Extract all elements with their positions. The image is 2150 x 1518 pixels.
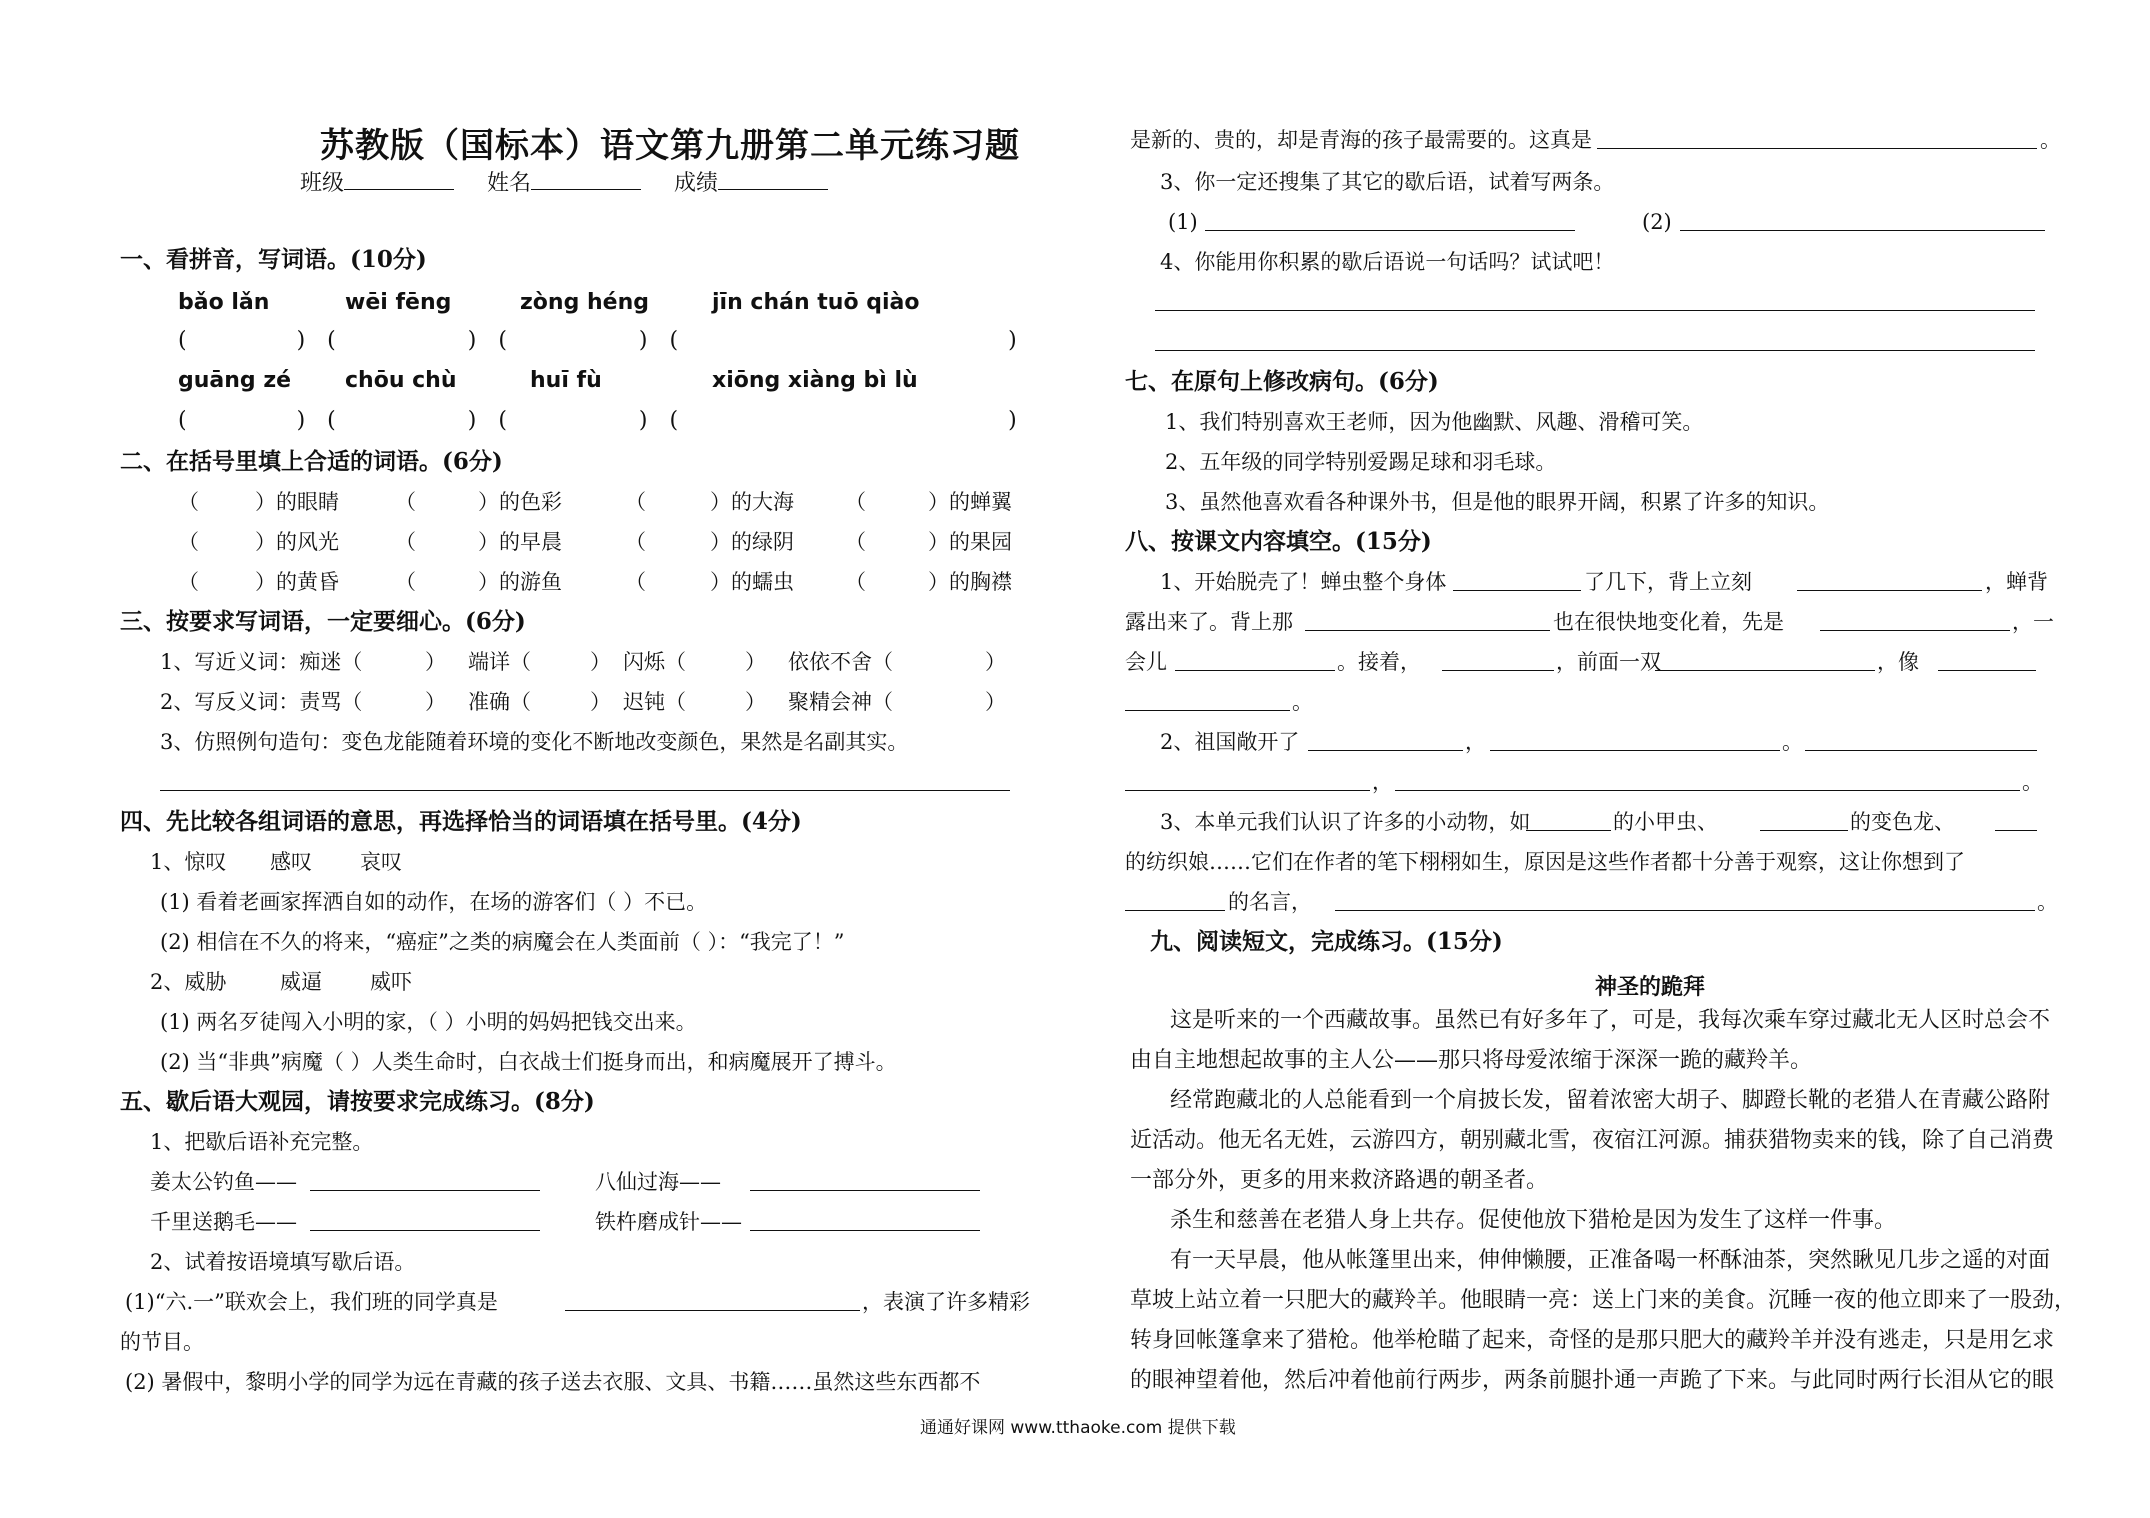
answer-line[interactable] <box>1597 148 2037 149</box>
word-choice: 威吓 <box>370 970 412 994</box>
pinyin-item: wēi fēng <box>345 290 452 315</box>
question-line: (2) 当“非典”病魔（ ）人类生命时，白衣战士们挺身而出，和病魔展开了搏斗。 <box>160 1050 897 1074</box>
text-fragment: 露出来了。背上那 <box>1125 610 1293 634</box>
answer-line[interactable] <box>1995 830 2037 831</box>
student-info-line <box>300 166 854 197</box>
fill-item[interactable]: ）的风光 <box>255 530 339 554</box>
text-fragment: ，像 <box>1877 650 1919 674</box>
answer-line[interactable] <box>1680 230 2045 231</box>
synonym-item: 闪烁（ <box>623 650 686 674</box>
name-field[interactable] <box>531 171 641 190</box>
xiehouyu-item: 姜太公钓鱼—— <box>150 1170 297 1194</box>
text-fragment: ，一 <box>2012 610 2054 634</box>
imitation-sentence: 3、仿照例句造句：变色龙能随着环境的变化不断地改变颜色，果然是名副其实。 <box>160 730 909 754</box>
context-line: 是新的、贵的，却是青海的孩子最需要的。这真是 <box>1130 128 1592 152</box>
name-label: 姓名 <box>487 171 532 196</box>
answer-line[interactable] <box>1453 590 1581 591</box>
fill-item[interactable]: ）的蠕虫 <box>710 570 794 594</box>
answer-line[interactable] <box>1335 910 2035 911</box>
reading-line: 一部分外，更多的用来救济路遇的朝圣者。 <box>1130 1168 1549 1193</box>
reading-title: 神圣的跪拜 <box>1594 974 1705 1000</box>
answer-line[interactable] <box>1442 670 1554 671</box>
question-line: (1) 两名歹徒闯入小明的家，（ ）小明的妈妈把钱交出来。 <box>160 1010 697 1034</box>
item-label: (1) <box>1168 210 1198 234</box>
xiehouyu-item: 八仙过海—— <box>595 1170 721 1194</box>
section-4-heading: 四、先比较各组词语的意思，再选择恰当的词语填在括号里。(4分) <box>120 808 802 835</box>
fill-item[interactable]: ）的早晨 <box>478 530 562 554</box>
sentence-line: 2、五年级的同学特别爱踢足球和羽毛球。 <box>1165 450 1557 474</box>
fill-item[interactable]: ）的眼睛 <box>255 490 339 514</box>
context-line: 的节目。 <box>120 1330 204 1354</box>
question-line: (2) 相信在不久的将来，“癌症”之类的病魔会在人类面前（ ）：“我完了！” <box>160 930 845 954</box>
answer-line[interactable] <box>1655 670 1875 671</box>
section-8-heading: 八、按课文内容填空。(15分) <box>1125 528 1432 555</box>
section-2-heading: 二、在括号里填上合适的词语。(6分) <box>120 448 503 475</box>
fill-item[interactable]: ）的色彩 <box>478 490 562 514</box>
pinyin-item: xiōng xiàng bì lù <box>712 368 918 393</box>
pinyin-item: guāng zé <box>178 368 292 393</box>
text-fragment: 会儿 <box>1125 650 1167 674</box>
answer-line[interactable] <box>1820 630 2010 631</box>
text-fragment: ，蝉背 <box>1985 570 2048 594</box>
text-fragment: 3、本单元我们认识了许多的小动物，如 <box>1160 810 1531 834</box>
reading-line: 由自主地想起故事的主人公——那只将母爱浓缩于深深一跪的藏羚羊。 <box>1130 1048 1813 1073</box>
text-fragment: 。 <box>1782 730 1803 754</box>
pinyin-item: chōu chù <box>345 368 457 393</box>
antonym-item: 2、写反义词：责骂（ <box>160 690 363 714</box>
reading-line: 有一天早晨，他从帐篷里出来，伸伸懒腰，正准备喝一杯酥油茶，突然瞅见几步之遥的对面 <box>1170 1248 2051 1273</box>
pinyin-item: jīn chán tuō qiào <box>712 290 920 315</box>
reading-line: 近活动。他无名无姓，云游四方，朝别藏北雪，夜宿江河源。捕获猎物卖来的钱，除了自己消费 <box>1130 1128 2055 1153</box>
reading-line: 杀生和慈善在老猎人身上共存。促使他放下猎枪是因为发生了这样一件事。 <box>1170 1208 1897 1233</box>
context-line: ，表演了许多精彩 <box>862 1290 1030 1314</box>
answer-line[interactable] <box>1805 750 2037 751</box>
answer-parens-row[interactable]: ( ) ( ) ( ) ( ) <box>178 408 1017 433</box>
section-7-heading: 七、在原句上修改病句。(6分) <box>1125 368 1439 395</box>
word-choice: 哀叹 <box>360 850 402 874</box>
answer-line[interactable] <box>1526 830 1611 831</box>
antonym-item: 准确（ <box>468 690 531 714</box>
answer-line[interactable] <box>310 1190 540 1191</box>
fill-item[interactable]: ）的大海 <box>710 490 794 514</box>
answer-line[interactable] <box>750 1230 980 1231</box>
text-fragment: 的小甲虫、 <box>1613 810 1718 834</box>
item-label: (2) <box>1642 210 1672 234</box>
fill-item[interactable]: ）的蝉翼 <box>928 490 1012 514</box>
synonym-item: 1、写近义词：痴迷（ <box>160 650 363 674</box>
answer-line[interactable] <box>1938 670 2036 671</box>
answer-line[interactable] <box>565 1310 860 1311</box>
class-field[interactable] <box>344 171 454 190</box>
answer-line[interactable] <box>1305 630 1550 631</box>
text-fragment: ， <box>1465 730 1486 754</box>
reading-line: 经常跑藏北的人总能看到一个肩披长发，留着浓密大胡子、脚蹬长靴的老猎人在青藏公路附 <box>1170 1088 2051 1113</box>
text-fragment: 。 <box>2037 890 2058 914</box>
class-label: 班级 <box>300 171 345 196</box>
text-fragment: 。 <box>1292 690 1313 714</box>
antonym-item: 聚精会神（ <box>788 690 893 714</box>
text-fragment: 2、祖国敞开了 <box>1160 730 1300 754</box>
reading-line: 转身回帐篷拿来了猎枪。他举枪瞄了起来，奇怪的是那只肥大的藏羚羊并没有逃走，只是用乞求 <box>1130 1328 2055 1353</box>
footer-credit: 通通好课网 www.tthaoke.com 提供下载 <box>920 1418 1236 1438</box>
answer-line[interactable] <box>1125 910 1225 911</box>
section-9-heading: 九、阅读短文，完成练习。(15分) <box>1150 928 1503 955</box>
section-3-heading: 三、按要求写词语，一定要细心。(6分) <box>120 608 526 635</box>
answer-line[interactable] <box>1395 790 2020 791</box>
sentence-line: 1、我们特别喜欢王老师，因为他幽默、风趣、滑稽可笑。 <box>1165 410 1704 434</box>
question-line: 4、你能用你积累的歇后语说一句话吗？试试吧！ <box>1160 250 1615 274</box>
fill-item[interactable]: ）的游鱼 <box>478 570 562 594</box>
answer-line[interactable] <box>1125 790 1370 791</box>
answer-line[interactable] <box>160 790 1010 791</box>
question-line: 1、把歇后语补充完整。 <box>150 1130 374 1154</box>
fill-item[interactable]: ）的黄昏 <box>255 570 339 594</box>
answer-parens-row[interactable]: ( ) ( ) ( ) ( ) <box>178 328 1017 353</box>
question-line: (1) 看着老画家挥洒自如的动作，在场的游客们（ ）不已。 <box>160 890 708 914</box>
text-fragment: 了几下，背上立刻 <box>1584 570 1752 594</box>
text-fragment: 的变色龙、 <box>1850 810 1955 834</box>
context-line: (2) 暑假中，黎明小学的同学为远在青藏的孩子送去衣服、文具、书籍……虽然这些东西都不 <box>125 1370 981 1394</box>
word-choice: 2、威胁 <box>150 970 227 994</box>
text-fragment: 也在很快地变化着，先是 <box>1553 610 1784 634</box>
answer-line[interactable] <box>1155 310 2035 311</box>
text-fragment: 的名言， <box>1228 890 1312 914</box>
score-label: 成绩 <box>674 171 719 196</box>
fill-item[interactable]: ）的绿阴 <box>710 530 794 554</box>
word-choice: 感叹 <box>270 850 312 874</box>
xiehouyu-item: 千里送鹅毛—— <box>150 1210 297 1234</box>
answer-line[interactable] <box>750 1190 980 1191</box>
pinyin-item: huī fù <box>530 368 602 393</box>
question-line: 3、你一定还搜集了其它的歇后语，试着写两条。 <box>1160 170 1615 194</box>
fill-item[interactable]: ）的果园 <box>928 530 1012 554</box>
reading-line: 草坡上站立着一只肥大的藏羚羊。他眼睛一亮：送上门来的美食。沉睡一夜的他立即来了一股劲， <box>1130 1288 2077 1313</box>
answer-line[interactable] <box>1490 750 1780 751</box>
score-field[interactable] <box>718 171 828 190</box>
answer-line[interactable] <box>1797 590 1982 591</box>
answer-line[interactable] <box>1155 350 2035 351</box>
pinyin-item: bǎo lǎn <box>178 290 270 315</box>
context-line: (1)“六.一”联欢会上，我们班的同学真是 <box>125 1290 498 1314</box>
fill-item[interactable]: ）的胸襟 <box>928 570 1012 594</box>
section-1-heading: 一、看拼音，写词语。(10分) <box>120 246 427 273</box>
punctuation: 。 <box>2040 128 2061 152</box>
answer-line[interactable] <box>1175 670 1335 671</box>
answer-line[interactable] <box>310 1230 540 1231</box>
text-fragment: ，前面一双 <box>1556 650 1661 674</box>
pinyin-item: zòng héng <box>520 290 649 315</box>
answer-line[interactable] <box>1125 710 1290 711</box>
question-line: 2、试着按语境填写歇后语。 <box>150 1250 416 1274</box>
reading-line: 这是听来的一个西藏故事。虽然已有好多年了，可是，我每次乘车穿过藏北无人区时总会不 <box>1170 1008 2051 1033</box>
antonym-item: 迟钝（ <box>623 690 686 714</box>
text-fragment: 的纺织娘……它们在作者的笔下栩栩如生，原因是这些作者都十分善于观察，这让你想到了 <box>1125 850 1965 874</box>
synonym-item: 端详（ <box>468 650 531 674</box>
reading-line: 的眼神望着他，然后冲着他前行两步，两条前腿扑通一声跪了下来。与此同时两行长泪从它的眼 <box>1130 1368 2055 1393</box>
answer-line[interactable] <box>1308 750 1463 751</box>
text-fragment: 。接着， <box>1337 650 1421 674</box>
answer-line[interactable] <box>1760 830 1848 831</box>
sentence-line: 3、虽然他喜欢看各种课外书，但是他的眼界开阔，积累了许多的知识。 <box>1165 490 1830 514</box>
answer-line[interactable] <box>1205 230 1575 231</box>
synonym-item: 依依不舍（ <box>788 650 893 674</box>
xiehouyu-item: 铁杵磨成针—— <box>595 1210 742 1234</box>
text-fragment: 。 <box>2022 770 2043 794</box>
page-title: 苏教版（国标本）语文第九册第二单元练习题 <box>320 126 1020 166</box>
text-fragment: ， <box>1372 770 1393 794</box>
word-choice: 1、惊叹 <box>150 850 227 874</box>
text-fragment: 1、开始脱壳了！蝉虫整个身体 <box>1160 570 1447 594</box>
section-5-heading: 五、歇后语大观园，请按要求完成练习。(8分) <box>120 1088 595 1115</box>
word-choice: 威逼 <box>280 970 322 994</box>
